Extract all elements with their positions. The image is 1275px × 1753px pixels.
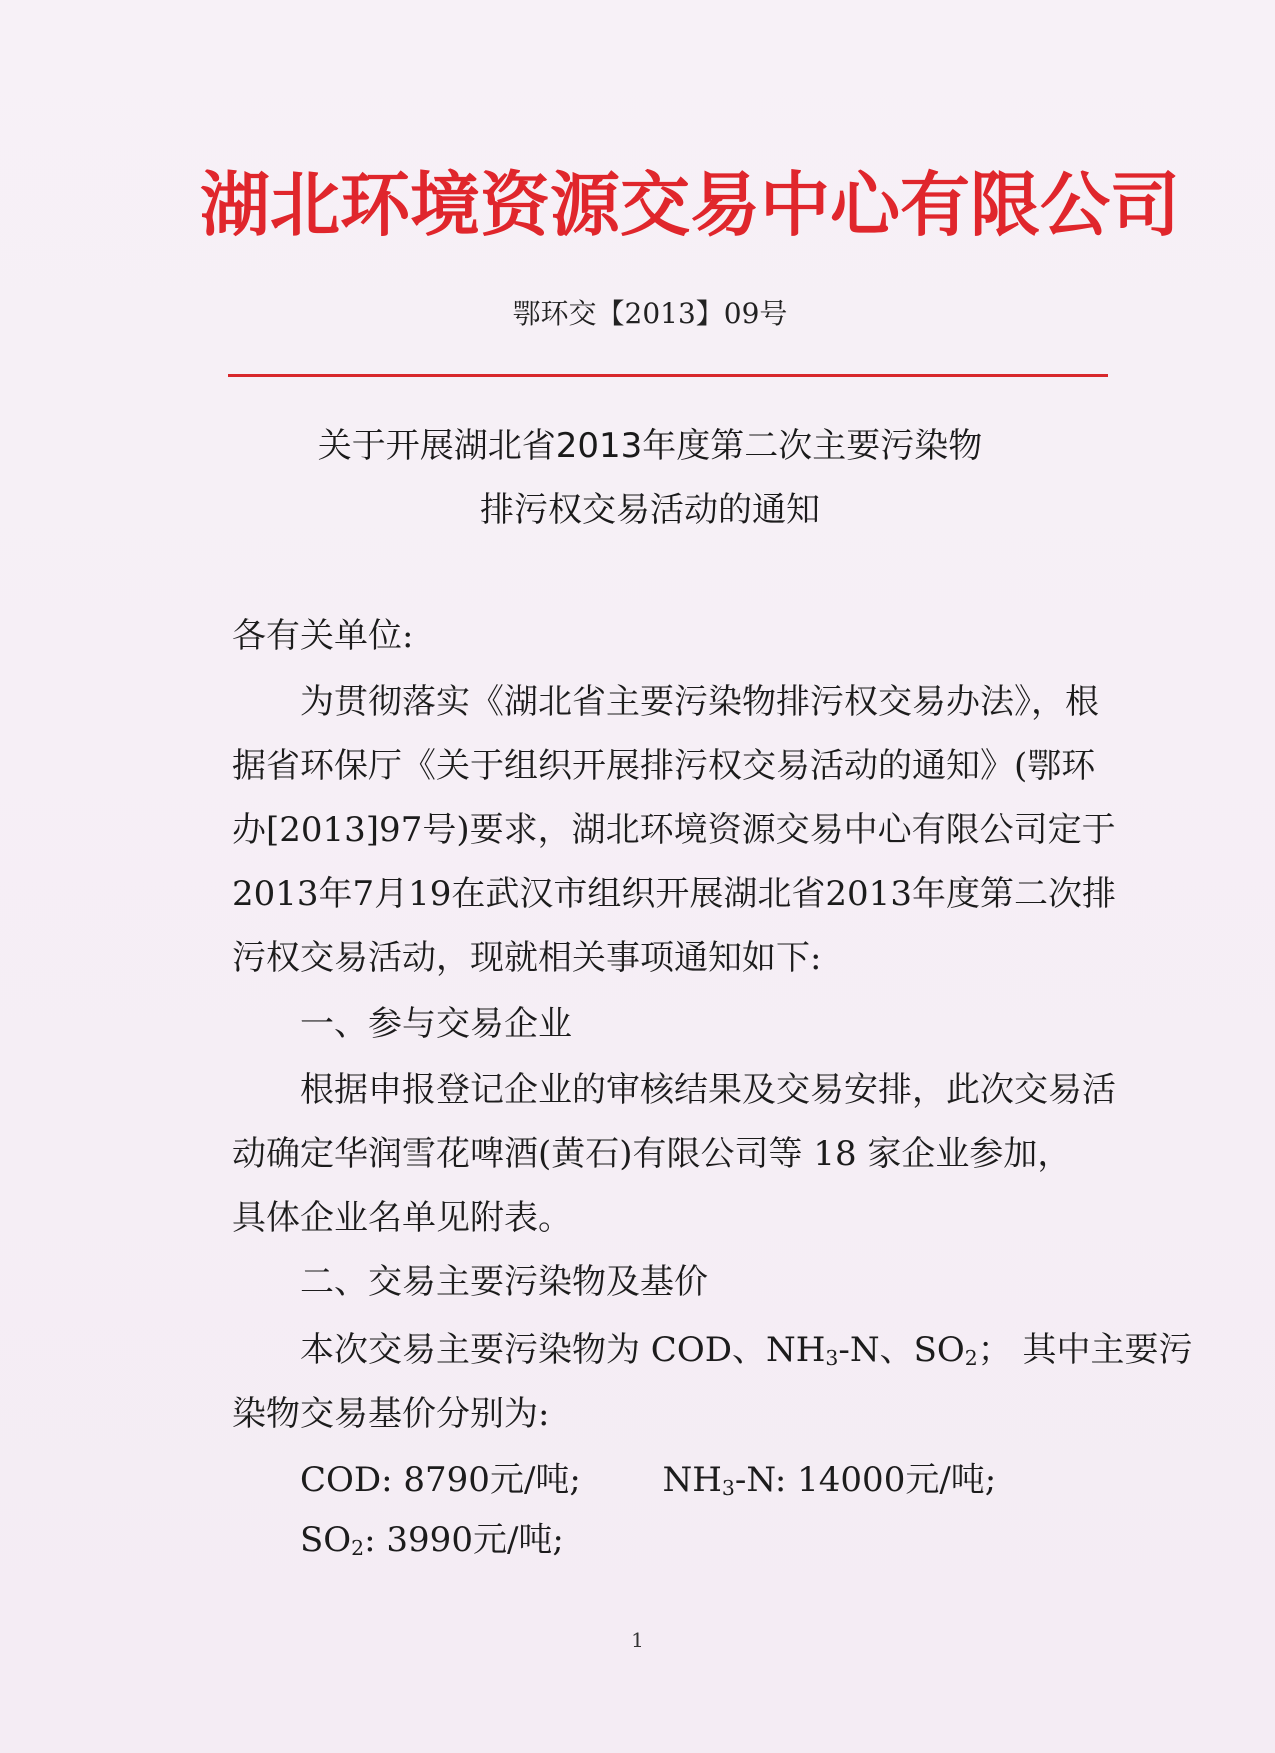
pollutant-list-middle: -N、SO bbox=[838, 1330, 965, 1370]
paragraph-1-line-5: 污权交易活动，现就相关事项通知如下: bbox=[232, 938, 822, 978]
price-nh3-prefix: NH bbox=[662, 1460, 722, 1500]
price-cod: COD: 8790元/吨; bbox=[300, 1460, 581, 1500]
company-letterhead: 湖北环境资源交易中心有限公司 bbox=[200, 164, 1180, 246]
paragraph-1-line-2: 据省环保厅《关于组织开展排污权交易活动的通知》(鄂环 bbox=[232, 746, 1096, 786]
paragraph-1-line-4: 2013年7月19在武汉市组织开展湖北省2013年度第二次排 bbox=[232, 874, 1116, 914]
pollutant-list-prefix: 本次交易主要污染物为 COD、NH bbox=[300, 1330, 826, 1370]
price-line-2 bbox=[300, 1520, 1180, 1568]
paragraph-1-line-1: 为贯彻落实《湖北省主要污染物排污权交易办法》，根 bbox=[300, 682, 1099, 722]
price-so2-value: : 3990元/吨; bbox=[364, 1520, 564, 1560]
price-so2-subscript: 2 bbox=[351, 1536, 365, 1560]
pollutant-list-suffix: ； 其中主要污 bbox=[977, 1330, 1193, 1370]
section-2-heading: 二、交易主要污染物及基价 bbox=[300, 1262, 708, 1302]
red-divider-line bbox=[228, 374, 1108, 377]
paragraph-2-line-1: 根据申报登记企业的审核结果及交易安排，此次交易活 bbox=[300, 1070, 1116, 1110]
paragraph-1-line-3: 办[2013]97号)要求，湖北环境资源交易中心有限公司定于 bbox=[232, 810, 1116, 850]
section-1-heading: 一、参与交易企业 bbox=[300, 1004, 572, 1044]
price-nh3-value: -N: 14000元/吨; bbox=[734, 1460, 997, 1500]
price-nh3-subscript: 3 bbox=[721, 1476, 735, 1500]
notice-title-line-1: 关于开展湖北省2013年度第二次主要污染物 bbox=[317, 426, 983, 466]
page-number: 1 bbox=[631, 1628, 644, 1652]
price-line-1 bbox=[300, 1460, 1180, 1508]
nh3-subscript: 3 bbox=[825, 1346, 839, 1370]
paragraph-3-line-1 bbox=[300, 1330, 1193, 1378]
notice-title-line-2: 排污权交易活动的通知 bbox=[480, 490, 820, 530]
document-number: 鄂环交【2013】09号 bbox=[512, 297, 788, 330]
so2-subscript: 2 bbox=[964, 1346, 978, 1370]
paragraph-2-line-2: 动确定华润雪花啤酒(黄石)有限公司等 18 家企业参加， bbox=[232, 1134, 1072, 1174]
paragraph-2-line-3: 具体企业名单见附表。 bbox=[232, 1198, 572, 1238]
paragraph-3-line-2: 染物交易基价分别为: bbox=[232, 1394, 550, 1434]
salutation: 各有关单位: bbox=[232, 616, 414, 656]
price-so2-prefix: SO bbox=[300, 1520, 352, 1560]
